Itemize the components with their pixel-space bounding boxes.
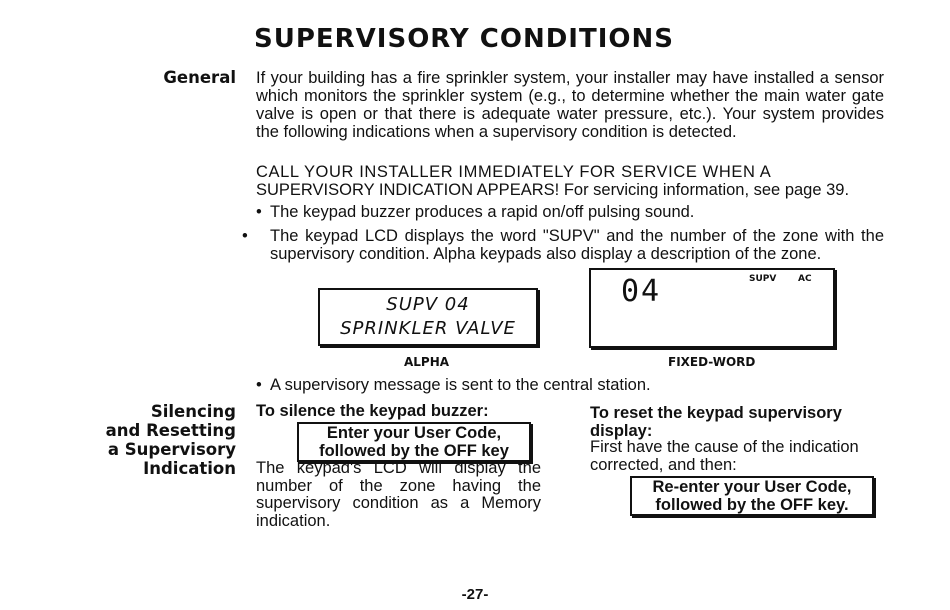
silence-instruction-line-2: followed by the OFF key <box>319 442 509 460</box>
bullet-central-station <box>256 376 884 394</box>
indicator-ac: AC <box>798 274 812 284</box>
fixed-word-lcd-display <box>589 268 835 348</box>
reset-text <box>590 439 859 474</box>
call-installer-line-2 <box>256 181 884 199</box>
reset-instruction-line-2: followed by the OFF key. <box>655 496 849 514</box>
servicing-reference: For servicing information, see page 39. <box>563 181 850 199</box>
reset-heading-line-1: To reset the keypad supervisory <box>590 404 842 422</box>
section-label-line: and Resetting <box>105 421 236 440</box>
silence-instruction-box <box>297 422 531 462</box>
bullet-text: A supervisory message is sent to the central station. <box>270 376 651 394</box>
section-label-silencing <box>0 402 236 478</box>
silence-note: The keypad's LCD will display the number of the zone having the supervisory condition as a Memory indication. <box>256 459 541 530</box>
reset-heading <box>590 404 842 440</box>
bullet-text: The keypad buzzer produces a rapid on/off pulsing sound. <box>270 203 695 221</box>
section-label-line: Silencing <box>150 402 236 421</box>
call-installer-line-1: CALL YOUR INSTALLER IMMEDIATELY FOR SERVICE WHEN A <box>256 163 772 181</box>
fixed-word-zone-digits: 04 <box>621 274 662 309</box>
alpha-caption: ALPHA <box>404 355 450 369</box>
silence-instruction-line-1: Enter your User Code, <box>326 424 502 442</box>
alpha-lcd-line-1: SUPV 04 <box>386 294 470 315</box>
bullet-text: The keypad LCD displays the word "SUPV" and the number of the zone with the supervisory condition. Alpha keypads also display a description of the zone. <box>270 227 884 263</box>
reset-text-line-1: First have the cause of the indication <box>590 438 859 456</box>
fixed-word-caption: FIXED-WORD <box>668 355 756 369</box>
bullet-buzzer <box>256 203 884 221</box>
bullet-icon: • <box>242 227 248 245</box>
silence-heading: To silence the keypad buzzer: <box>256 402 489 420</box>
reset-instruction-line-1: Re-enter your User Code, <box>652 478 852 496</box>
reset-instruction-box <box>630 476 874 516</box>
reset-text-line-2: corrected, and then: <box>590 455 737 474</box>
call-installer-warning: SUPERVISORY INDICATION APPEARS! <box>256 181 560 199</box>
section-label-line: Indication <box>143 459 236 478</box>
section-label-line: a Supervisory <box>107 440 236 459</box>
reset-heading-line-2: display: <box>590 422 653 440</box>
section-label-general: General <box>163 68 236 87</box>
page-title: SUPERVISORY CONDITIONS <box>254 24 674 54</box>
alpha-lcd-line-2: SPRINKLER VALVE <box>340 318 516 339</box>
alpha-lcd-display <box>318 288 538 346</box>
page-number: -27- <box>461 586 489 603</box>
bullet-icon: • <box>256 376 262 394</box>
bullet-lcd <box>242 227 884 263</box>
general-paragraph: If your building has a fire sprinkler system, your installer may have installed a sensor which monitors the sprinkler system (e.g., to determine whether the main water gate valve is open or that there is adequate water pressure, etc.). Your system provides the following indications when a supervisory condition is detected. <box>256 69 884 141</box>
bullet-icon: • <box>256 203 262 221</box>
indicator-supv: SUPV <box>749 274 777 284</box>
